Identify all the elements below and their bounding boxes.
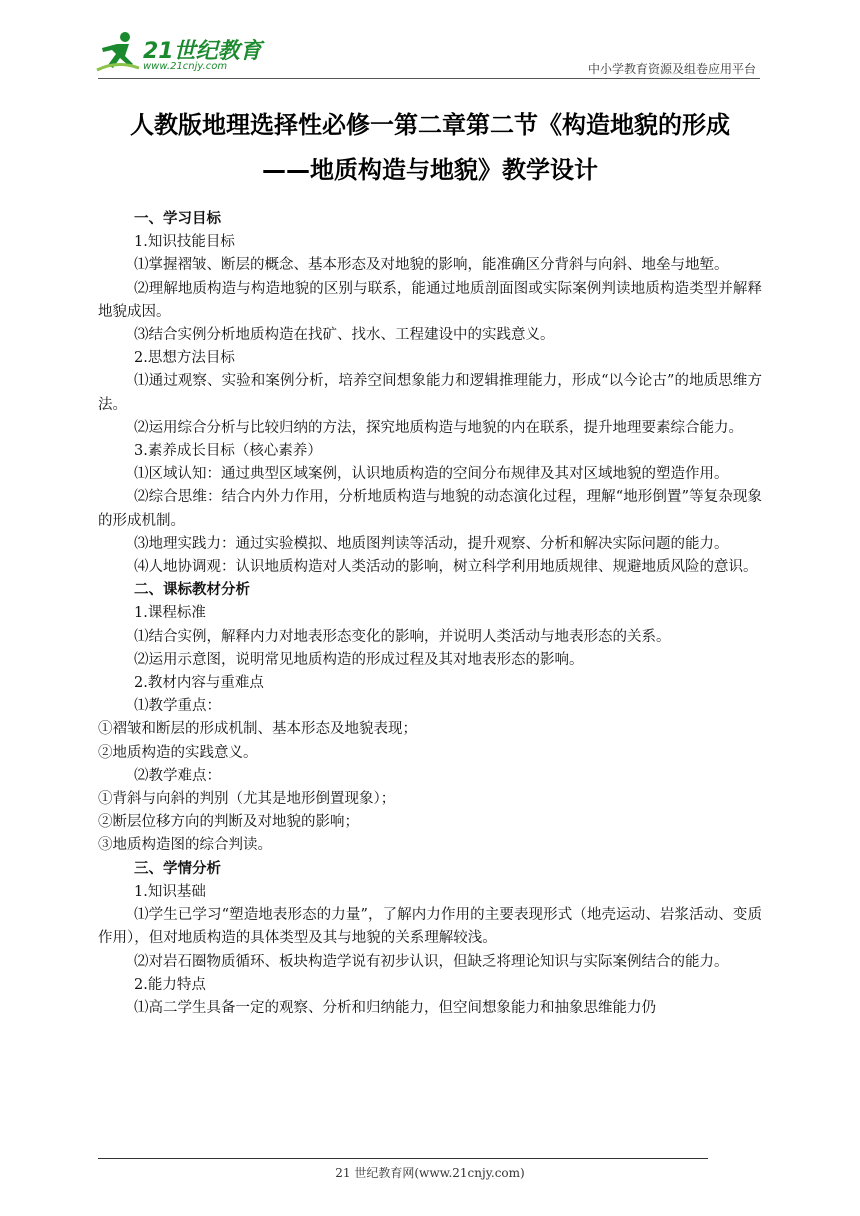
section-heading: 一、学习目标 xyxy=(134,211,221,227)
body-paragraph: ⑷人地协调观：认识地质构造对人类活动的影响，树立科学利用地质规律、规避地质风险的意识。 xyxy=(134,559,758,576)
subsection-heading: 2.能力特点 xyxy=(134,976,206,993)
section-heading: 二、课标教材分析 xyxy=(134,582,250,599)
body-paragraph: ⑶结合实例分析地质构造在找矿、找水、工程建设中的实践意义。 xyxy=(134,327,555,344)
runner-logo-icon xyxy=(95,30,141,74)
body-paragraph: ⑵理解地质构造与构造地貌的区别与联系，能通过地质剖面图或实际案例判读地质构造类型并解释地貌成因。 xyxy=(98,280,762,320)
numbered-item: ①褶皱和断层的形成机制、基本形态及地貌表现； xyxy=(98,721,417,738)
body-paragraph: ⑴掌握褶皱、断层的概念、基本形态及对地貌的影响，能准确区分背斜与向斜、地垒与地堑。 xyxy=(134,257,729,274)
body-paragraph: ⑵综合思维：结合内外力作用，分析地质构造与地貌的动态演化过程，理解“地形倒置”等复杂现象的形成机制。 xyxy=(98,489,762,529)
body-paragraph: ⑴结合实例，解释内力对地表形态变化的影响，并说明人类活动与地表形态的关系。 xyxy=(134,628,671,645)
subsection-heading: 1.知识基础 xyxy=(134,883,206,900)
platform-name: 中小学教育资源及组卷应用平台 xyxy=(587,62,756,76)
body-paragraph: ⑵对岩石圈物质循环、板块构造学说有初步认识，但缺乏将理论知识与实际案例结合的能力。 xyxy=(134,953,729,970)
logo-url: www.21cnjy.com xyxy=(143,61,228,72)
header-divider xyxy=(98,78,760,79)
logo xyxy=(95,30,265,80)
subsection-heading: 2.教材内容与重难点 xyxy=(134,675,264,692)
numbered-item: ①背斜与向斜的判别（尤其是地形倒置现象）； xyxy=(98,791,396,808)
subsection-heading: 1.课程标准 xyxy=(134,605,206,622)
body-paragraph: ⑵运用综合分析与比较归纳的方法，探究地质构造与地貌的内在联系，提升地理要素综合能力。 xyxy=(134,419,743,436)
footer-divider xyxy=(98,1158,708,1159)
section-heading: 三、学情分析 xyxy=(134,860,221,877)
title-line-1: 人教版地理选择性必修一第二章第二节《构造地貌的形成 xyxy=(130,111,730,139)
title-line-2: ——地质构造与地貌》教学设计 xyxy=(262,156,598,184)
numbered-item: ②断层位移方向的判断及对地貌的影响； xyxy=(98,814,359,831)
body-paragraph: ⑴区域认知：通过典型区域案例，认识地质构造的空间分布规律及其对区域地貌的塑造作用。 xyxy=(134,466,729,483)
numbered-item: ③地质构造图的综合判读。 xyxy=(98,837,272,854)
body-paragraph: ⑵教学难点： xyxy=(134,767,221,784)
page-header xyxy=(0,0,860,90)
document-title xyxy=(0,103,860,193)
body-paragraph: ⑴学生已学习“塑造地表形态的力量”，了解内力作用的主要表现形式（地壳运动、岩浆活动、变质作用），但对地质构造的具体类型及其与地貌的关系理解较浅。 xyxy=(98,907,762,947)
body-paragraph: ⑶地理实践力：通过实验模拟、地质图判读等活动，提升观察、分析和解决实际问题的能力。 xyxy=(134,535,729,552)
body-paragraph: ⑴通过观察、实验和案例分析，培养空间想象能力和逻辑推理能力，形成“以今论古”的地质思维方法。 xyxy=(98,373,762,413)
subsection-heading: 3.素养成长目标（核心素养） xyxy=(134,443,322,460)
subsection-heading: 1.知识技能目标 xyxy=(134,234,235,251)
numbered-item: ②地质构造的实践意义。 xyxy=(98,744,258,761)
subsection-heading: 2.思想方法目标 xyxy=(134,350,235,367)
body-paragraph: ⑴教学重点： xyxy=(134,698,221,715)
document-body xyxy=(98,208,762,1020)
logo-text: 21世纪教育 xyxy=(143,39,262,64)
footer-text: 21 世纪教育网(www.21cnjy.com) xyxy=(335,1166,525,1180)
body-paragraph: ⑵运用示意图，说明常见地质构造的形成过程及其对地表形态的影响。 xyxy=(134,651,584,668)
body-paragraph: ⑴高二学生具备一定的观察、分析和归纳能力，但空间想象能力和抽象思维能力仍 xyxy=(134,999,656,1016)
